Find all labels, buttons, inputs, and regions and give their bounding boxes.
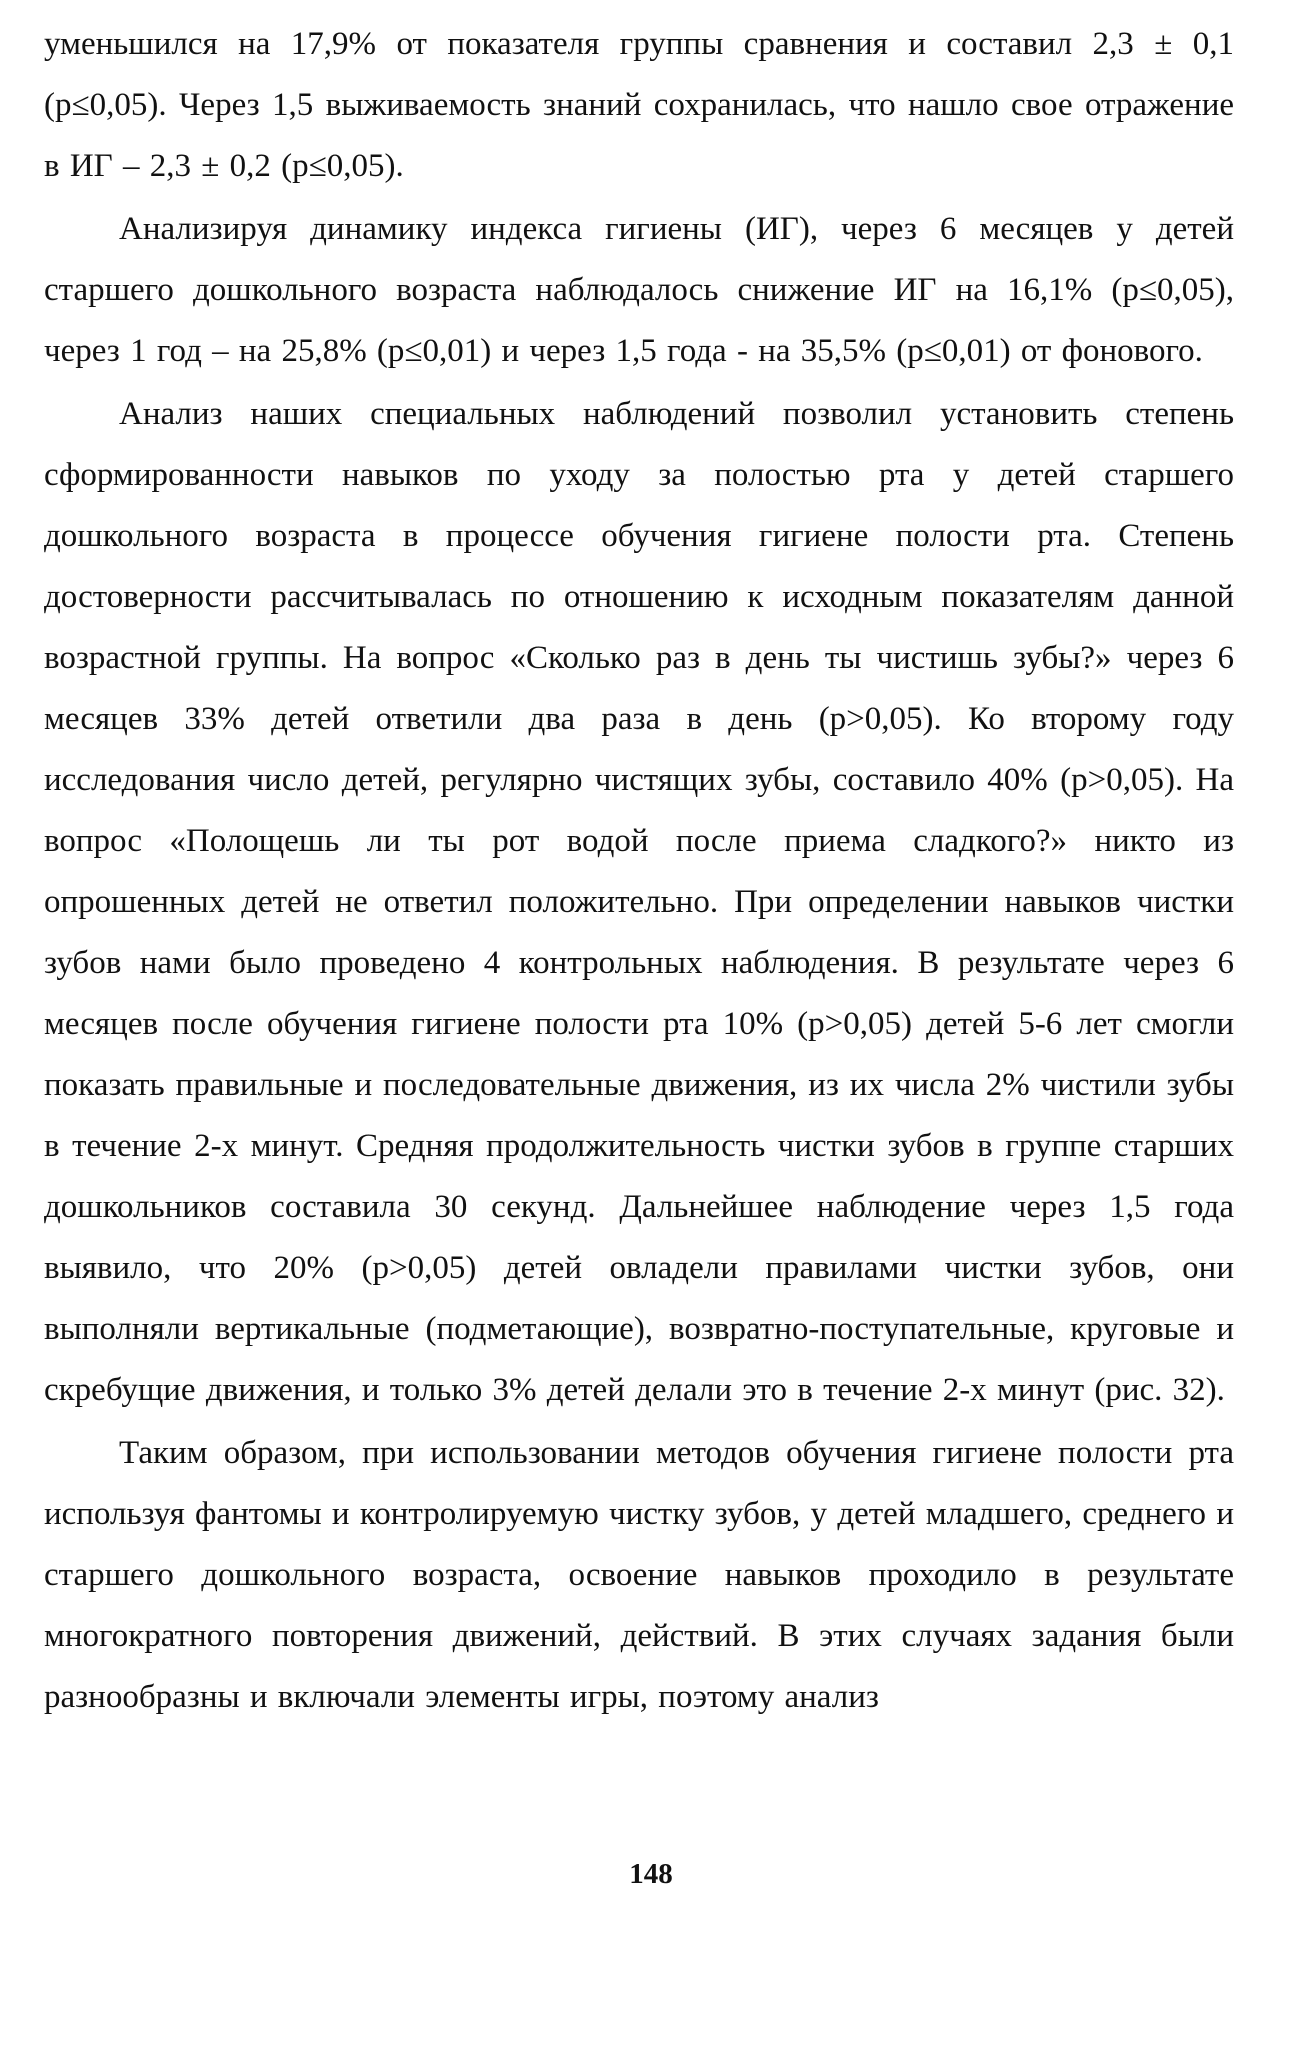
paragraph-hygiene-index: Анализируя динамику индекса гигиены (ИГ), через 6 месяцев у детей старшего дошкольного возраста наблюдалось снижение ИГ на 16,1% (р≤0,05), через 1 год – на 25,8% (р≤0,01) и через 1,5 года - на 35,5% (р≤0,01) от фонового. [44, 211, 1234, 369]
page-number: 148 [629, 1858, 673, 1890]
paragraph-continuation: уменьшился на 17,9% от показателя группы сравнения и составил 2,3 ± 0,1 (р≤0,05). Через 1,5 выживаемость знаний сохранилась, что нашло свое отражение в ИГ – 2,3 ± 0,2 (р≤0,05). [44, 26, 1234, 184]
paragraph-observations: Анализ наших специальных наблюдений позволил установить степень сформированности навыков по уходу за полостью рта у детей старшего дошкольного возраста в процессе обучения гигиене полости рта. Степень достоверности рассчитывалась по отношению к исходным показателям данной возрастной группы. На вопрос «Сколько раз в день ты чистишь зубы?» через 6 месяцев 33% детей ответили два раза в день (р>0,05). Ко второму году исследования число детей, регулярно чистящих зубы, составило 40% (р>0,05). На вопрос «Полощешь ли ты рот водой после приема сладкого?» никто из опрошенных детей не ответил положительно. При определении навыков чистки зубов нами было проведено 4 контрольных наблюдения. В результате через 6 месяцев после обучения гигиене полости рта 10% (р>0,05) детей 5-6 лет смогли показать правильные и последовательные движения, из их числа 2% чистили зубы в течение 2-х минут. Средняя продолжительность чистки зубов в группе старших дошкольников составила 30 секунд. Дальнейшее наблюдение через 1,5 года выявило, что 20% (р>0,05) детей овладели правилами чистки зубов, они выполняли вертикальные (подметающие), возвратно-поступательные, круговые и скребущие движения, и только 3% детей делали это в течение 2-х минут (рис. 32). [44, 396, 1234, 1408]
paragraph-conclusion: Таким образом, при использовании методов обучения гигиене полости рта используя фантомы и контролируемую чистку зубов, у детей младшего, среднего и старшего дошкольного возраста, освоение навыков проходило в результате многократного повторения движений, действий. В этих случаях задания были разнообразны и включали элементы игры, поэтому анализ [44, 1435, 1234, 1715]
page-body [44, 14, 1234, 1728]
